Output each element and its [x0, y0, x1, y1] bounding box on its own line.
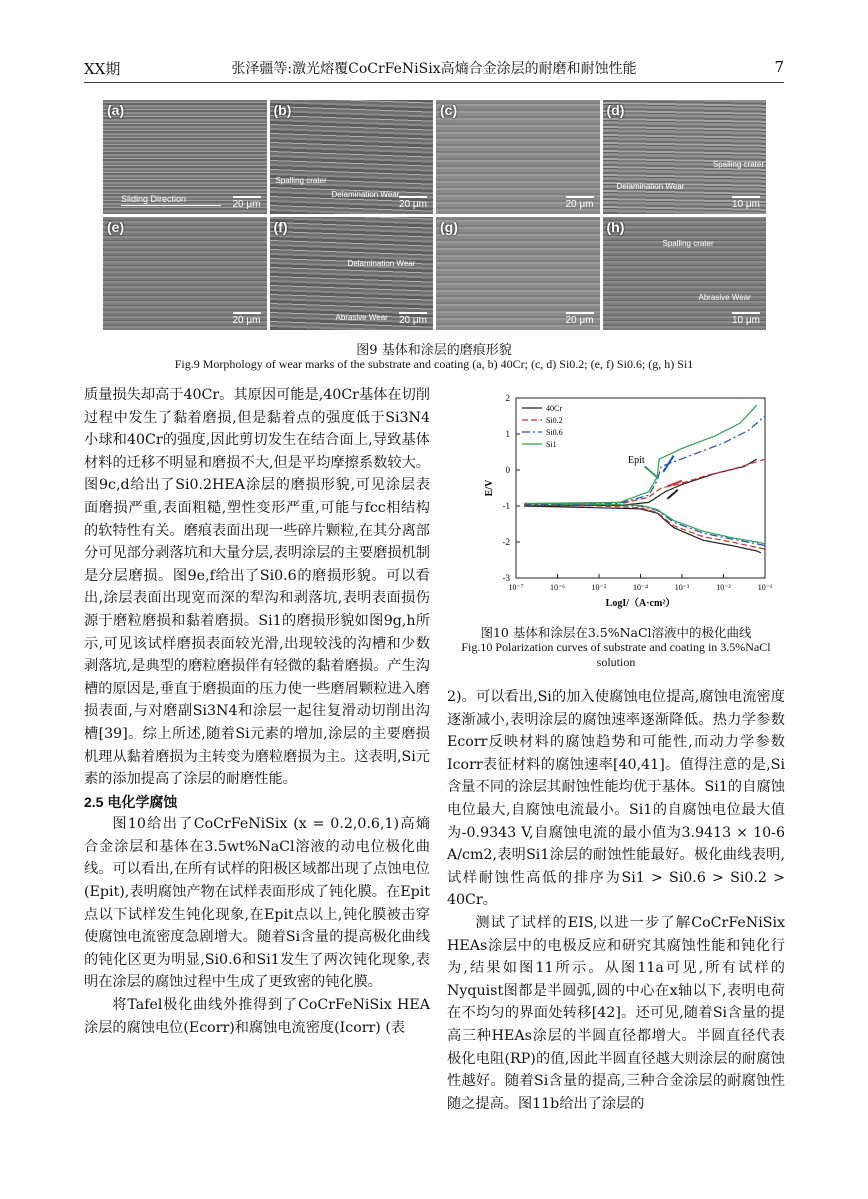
- scale-bar: 20 μm: [233, 312, 261, 326]
- panel-label: (e): [107, 218, 125, 235]
- legend-label: 40Cr: [546, 404, 562, 413]
- paragraph: 2)。可以看出,Si的加入使腐蚀电位提高,腐蚀电流密度逐渐减小,表明涂层的腐蚀速率逐渐降低。热力学参数Ecorr反映材料的腐蚀趋势和可能性,而动力学参数Icorr表征材料的腐蚀速率[40,41]。值得注意的是,Si含量不同的涂层其耐蚀性能均优于基体。Si1的自腐蚀电位最大,自腐蚀电流最小。Si1的自腐蚀电位最大值为-0.9343 V,自腐蚀电流的最小值为3.9413 × 10-6 A/cm2,表明Si1涂层的耐蚀性能最好。极化曲线表明,试样耐蚀性高低的排序为Si1 > Si0.6 > Si0.2 > 40Cr。: [447, 689, 785, 909]
- polarization-chart: [480, 390, 780, 620]
- y-tick-label: -1: [502, 501, 510, 511]
- panel-label: (h): [606, 218, 625, 235]
- panel-label: (c): [440, 102, 458, 118]
- left-column: [84, 384, 430, 1039]
- running-title: 张泽疆等:激光熔覆CoCrFeNiSix高熵合金涂层的耐磨和耐蚀性能: [231, 61, 637, 77]
- y-tick-label: -2: [502, 537, 510, 547]
- page-number: 7: [774, 58, 784, 76]
- legend-label: Si0.6: [546, 428, 563, 437]
- fig9-panel-e: [103, 217, 267, 331]
- chart-axes: [484, 393, 773, 609]
- annotation: Spalling crater: [712, 160, 764, 169]
- fig10-caption-en: Fig.10 Polarization curves of substrate and coating in 3.5%NaCl solution: [461, 640, 771, 669]
- series-line-Si0.2: [524, 459, 765, 505]
- sliding-direction-label: Sliding Direction: [121, 194, 221, 206]
- fig9-panel-h: [603, 217, 767, 331]
- paragraph: 将Tafel极化曲线外推得到了CoCrFeNiSix HEA涂层的腐蚀电位(Ecorr)和腐蚀电流密度(Icorr) (表: [84, 997, 430, 1036]
- paragraph: 测试了试样的EIS,以进一步了解CoCrFeNiSix HEAs涂层中的电极反应和研究其腐蚀性能和钝化行为,结果如图11所示。从图11a可见,所有试样的Nyquist图都是半圆弧,圆的中心在x轴以下,表明电荷在不均匀的界面处转移[42]。还可见,随着Si含量的提高三种HEAs涂层的半圆直径都增大。半圆直径代表极化电阻(RP)的值,因此半圆直径越大则涂层的耐腐蚀性越好。随着Si含量的提高,三种合金涂层的耐腐蚀性随之提高。图11b给出了涂层的: [447, 914, 785, 1112]
- epit-arrow-green: [645, 466, 657, 477]
- panel-label: (a): [107, 102, 125, 118]
- section-heading: 2.5 电化学腐蚀: [84, 793, 178, 810]
- plot-frame: [516, 398, 765, 578]
- figure9-grid: [103, 100, 766, 330]
- paragraph: 质量损失却高于40Cr。其原因可能是,40Cr基体在切削过程中发生了黏着磨损,但是黏着点的强度低于Si3N4小球和40Cr的强度,因此剪切发生在结合面上,导致基体材料的迁移不明显和磨损不大,但是平均摩擦系数较大。图9c,d给出了Si0.2HEA涂层的磨损形貌,可见涂层表面磨损严重,表面粗糙,塑性变形严重,可能与fcc相结构的软特性有关。磨痕表面出现一些碎片颗粒,在其分离部分可见部分剥落坑和大量分层,表明涂层的主要磨损机制是分层磨损。图9e,f给出了Si0.6的磨损形貌。可以看出,涂层表面出现宽而深的犁沟和剥落坑,表明表面损伤源于磨粒磨损和黏着磨损。Si1的磨损形貌如图9g,h所示,可见该试样磨损表面较光滑,出现较浅的沟槽和少数剥落坑,是典型的磨粒磨损伴有轻微的黏着磨损。产生沟槽的原因是,垂直于磨损面的压力使一些磨屑颗粒进入磨损表面,与对磨副Si3N4和涂层一起往复滑动切削出沟槽[39]。综上所述,随着Si元素的增加,涂层的主要磨损机理从黏着磨损为主转变为磨粒磨损为主。这表明,Si元素的添加提高了涂层的耐磨性能。: [84, 387, 430, 788]
- fig9-caption-en: Fig.9 Morphology of wear marks of the substrate and coating (a, b) 40Cr; (c, d) Si0.2; (e, f) Si0.6; (g, h) Si1: [174, 357, 694, 371]
- fig9-panel-b: [270, 100, 434, 214]
- scale-bar: 20 μm: [399, 196, 427, 210]
- annotation: Delamination Wear: [616, 182, 685, 191]
- annotation: Spalling crater: [662, 238, 714, 248]
- paragraph: 图10给出了CoCrFeNiSix (x = 0.2,0.6,1)高熵合金涂层和基体在3.5wt%NaCl溶液的动电位极化曲线。可以看出,在所有试样的阳极区域都出现了点蚀电位(Epit),表明腐蚀产物在试样表面形成了钝化膜。在Epit点以下试样发生钝化现象,在Epit点以上,钝化膜被击穿使腐蚀电流密度急剧增大。随着Si含量的提高极化曲线的钝化区更为明显,Si0.6和Si1发生了两次钝化现象,表明在涂层的腐蚀过程中生成了更致密的钝化膜。: [84, 816, 430, 991]
- right-column: [447, 686, 785, 1115]
- scale-bar: 20 μm: [566, 312, 594, 326]
- epit-arrow-black: [667, 490, 677, 499]
- x-tick-label: 10⁻⁶: [549, 583, 566, 592]
- legend-label: Si1: [546, 440, 557, 449]
- x-tick-label: 10⁻¹: [757, 583, 773, 592]
- fig10-caption-cn: 图10 基体和涂层在3.5%NaCl溶液中的极化曲线: [480, 625, 752, 640]
- fig9-panel-c: [436, 100, 600, 214]
- panel-label: (g): [440, 218, 458, 235]
- fig9-panel-a: [103, 100, 267, 214]
- panel-label: (f): [273, 218, 288, 235]
- scale-bar: 20 μm: [566, 196, 594, 210]
- panel-label: (d): [606, 102, 625, 118]
- y-tick-label: 1: [505, 429, 510, 439]
- y-tick-label: 2: [505, 393, 510, 403]
- series-line-Si0.2: [524, 505, 765, 549]
- scale-bar: 20 μm: [233, 196, 261, 210]
- panel-label: (b): [273, 102, 292, 118]
- chart-legend: [522, 404, 563, 449]
- x-axis-label: LogI/（A·cm²）: [605, 598, 676, 609]
- x-tick-label: 10⁻⁴: [632, 583, 649, 592]
- epit-annotation: Epit: [628, 454, 645, 466]
- scale-bar: 10 μm: [732, 196, 760, 210]
- fig9-panel-d: [603, 100, 767, 214]
- y-tick-label: -3: [502, 573, 510, 583]
- y-tick-label: 0: [505, 465, 510, 475]
- annotation: Abrasive Wear: [335, 312, 388, 322]
- epit-arrow-blue: [663, 456, 673, 472]
- x-tick-label: 10⁻²: [716, 583, 731, 592]
- fig9-panel-g: [436, 217, 600, 331]
- annotation: Spalling crater: [275, 176, 327, 185]
- fig9-caption-cn: 图9 基体和涂层的磨痕形貌: [356, 343, 512, 358]
- series-line-40Cr: [524, 506, 761, 553]
- series-line-40Cr: [524, 459, 756, 506]
- annotation: Delamination Wear: [331, 190, 400, 199]
- x-tick-label: 10⁻³: [674, 583, 690, 592]
- scale-bar: 20 μm: [399, 312, 427, 326]
- fig9-panel-f: [270, 217, 434, 331]
- header-rule: [84, 82, 784, 83]
- x-tick-label: 10⁻⁷: [508, 583, 524, 592]
- x-tick-label: 10⁻⁵: [591, 583, 607, 592]
- journal-issue: XX期: [84, 60, 121, 78]
- annotation: Delamination Wear: [347, 258, 416, 268]
- annotation: Abrasive Wear: [698, 292, 751, 302]
- scale-bar: 10 μm: [732, 312, 760, 326]
- y-axis-label: E/V: [484, 479, 495, 497]
- legend-label: Si0.2: [546, 416, 563, 425]
